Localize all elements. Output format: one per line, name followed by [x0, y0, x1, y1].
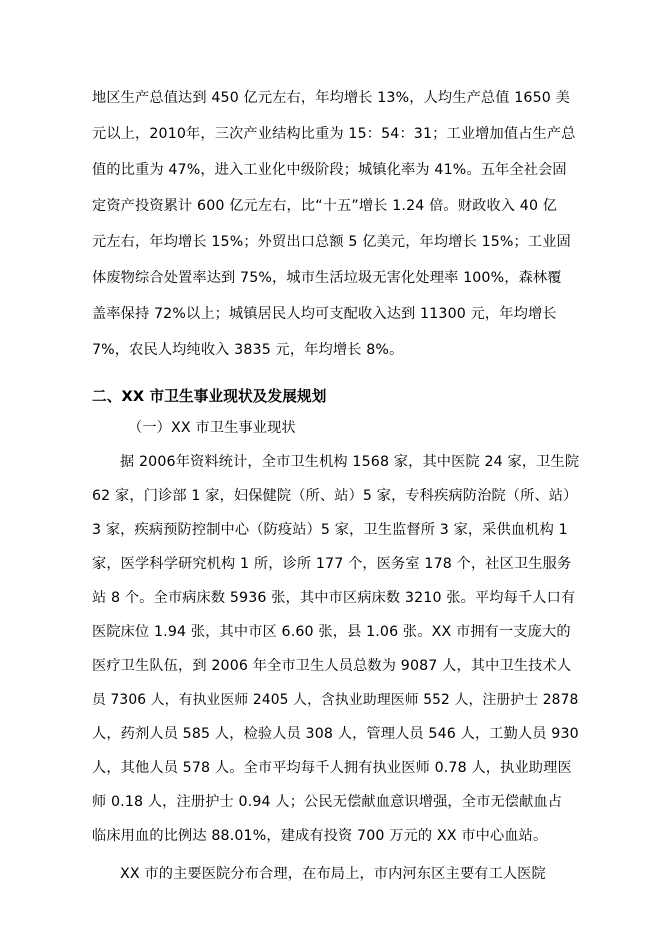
paragraph-line: 医疗卫生队伍，到 2006 年全市卫生人员总数为 9087 人，其中卫生技术人: [92, 658, 572, 674]
paragraph-line: 62 家，门诊部 1 家，妇保健院（所、站）5 家，专科疾病防治院（所、站）: [92, 488, 578, 504]
paragraph-line: 元以上，2010年，三次产业结构比重为 15：54：31；工业增加值占生产总: [92, 126, 576, 142]
paragraph-line: 员 7306 人，有执业医师 2405 人，含执业助理医师 552 人，注册护士 2878: [92, 692, 579, 708]
paragraph-line: 3 家，疾病预防控制中心（防疫站）5 家，卫生监督所 3 家，采供血机构 1: [92, 522, 568, 538]
paragraph-line: 定资产投资累计 600 亿元左右，比“十五”增长 1.24 倍。财政收入 40 亿: [92, 198, 558, 214]
paragraph-line: 师 0.18 人，注册护士 0.94 人；公民无偿献血意识增强，全市无偿献血占: [92, 794, 563, 810]
paragraph-line: 人，药剂人员 585 人，检验人员 308 人，管理人员 546 人，工勤人员 930: [92, 726, 579, 742]
paragraph-line: 站 8 个。全市病床数 5936 张，其中市区病床数 3210 张。平均每千人口有: [92, 590, 576, 606]
paragraph-line: 人，其他人员 578 人。全市平均每千人拥有执业医师 0.78 人，执业助理医: [92, 760, 572, 776]
paragraph-line: 体废物综合处置率达到 75%，城市生活垃圾无害化处理率 100%，森林覆: [92, 270, 562, 286]
paragraph-line: 元左右，年均增长 15%；外贸出口总额 5 亿美元，年均增长 15%；工业固: [92, 234, 571, 250]
paragraph-line: 值的比重为 47%，进入工业化中级阶段；城镇化率为 41%。五年全社会固: [92, 162, 567, 178]
paragraph-line: 据 2006年资料统计，全市卫生机构 1568 家，其中医院 24 家，卫生院: [120, 454, 580, 470]
paragraph-line: 医院床位 1.94 张，其中市区 6.60 张，县 1.06 张。XX 市拥有一支庞大的: [92, 624, 571, 640]
paragraph-line: XX 市的主要医院分布合理，在布局上，市内河东区主要有工人医院: [120, 866, 546, 882]
subsection-heading: （一）XX 市卫生事业现状: [128, 420, 296, 436]
paragraph-line: 临床用血的比例达 88.01%，建成有投资 700 万元的 XX 市中心血站。: [92, 828, 548, 844]
paragraph-line: 地区生产总值达到 450 亿元左右，年均增长 13%，人均生产总值 1650 美: [92, 90, 570, 106]
section-heading: 二、XX 市卫生事业现状及发展规划: [92, 388, 327, 405]
paragraph-line: 7%，农民人均纯收入 3835 元，年均增长 8%。: [92, 342, 404, 358]
paragraph-line: 家，医学科学研究机构 1 所，诊所 177 个，医务室 178 个，社区卫生服务: [92, 556, 572, 572]
paragraph-line: 盖率保持 72%以上；城镇居民人均可支配收入达到 11300 元，年均增长: [92, 306, 557, 322]
